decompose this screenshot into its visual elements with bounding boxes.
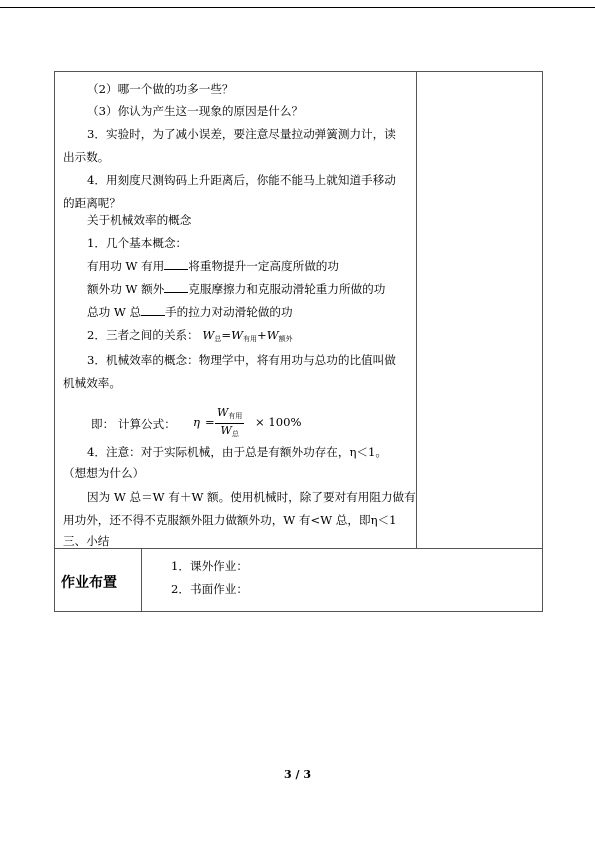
top-rule bbox=[0, 7, 595, 8]
homework-item: 2．书面作业： bbox=[171, 582, 248, 596]
definition-total-work bbox=[87, 305, 293, 319]
page-number: 3 / 3 bbox=[284, 768, 311, 781]
homework-label: 作业布置 bbox=[61, 575, 117, 591]
text-label: 2．三者之间的关系： bbox=[87, 328, 199, 342]
text-line: （3）你认为产生这一现象的原因是什么？ bbox=[87, 104, 304, 118]
table-column-divider bbox=[416, 72, 417, 548]
text-line: 即： 计算公式： bbox=[91, 417, 176, 431]
text-line: 出示数。 bbox=[63, 150, 110, 164]
definition: 克服摩擦力和克服动滑轮重力所做的功 bbox=[188, 282, 386, 296]
term: 额外功 W 额外 bbox=[87, 282, 165, 296]
text-line: 4．用刻度尺测钩码上升距离后，你能不能马上就知道手移动 bbox=[87, 173, 396, 187]
definition-useful-work bbox=[87, 259, 339, 273]
section-heading: 三、小结 bbox=[63, 534, 110, 548]
text-line: 4．注意：对于实际机械，由于总是有额外功存在，η＜1。 bbox=[87, 445, 387, 459]
definition-extra-work bbox=[87, 282, 385, 296]
fill-blank bbox=[141, 305, 165, 316]
term: 有用功 W 有用 bbox=[87, 259, 165, 273]
text-line: 机械效率。 bbox=[63, 376, 121, 390]
text-line: 3．机械效率的概念：物理学中，将有用功与总功的比值叫做 bbox=[87, 353, 396, 367]
text-line: 因为 W 总＝W 有＋W 额。使用机械时，除了要对有用阻力做有 bbox=[87, 490, 416, 504]
fraction: $W_{有用}$ $W_总$ bbox=[217, 406, 243, 438]
definition: 将重物提升一定高度所做的功 bbox=[188, 259, 339, 273]
definition: 手的拉力对动滑轮做的功 bbox=[165, 305, 293, 319]
relation-formula: $W_总=W_{有用}+W_{额外}$ bbox=[202, 328, 293, 343]
text-line: 的距离呢？ bbox=[63, 196, 121, 210]
text-line: 用功外，还不得不克服额外阻力做额外功，W 有<W 总，即η＜1 bbox=[63, 513, 397, 527]
table-row-divider bbox=[55, 548, 542, 549]
lesson-table: （2）哪一个做的功多一些？ （3）你认为产生这一现象的原因是什么？ 3．实验时，为了减小误差，要注意尽量拉动弹簧测力计，读 出示数。 4．用刻度尺测钩码上升距离后，你能不能马上就知道手移动 的距离呢？ 关于机械效率的概念 1．几个基本概念： 有用功 W 有用 将重物提升一定高度所做的功 额外功 W 额外 克服摩擦力和克服动滑轮重力所做的功 总功 W 总 手的拉力对动滑轮做的功 2．三者之间的关系： $W_总=W_{有用}+W_{额外}$ 3．机械效率的概念：物理学中，将有用功与总功的比值叫做 机械效率。 即： 计算公式： η = $W_{有用}$ $W_总$ × 100% 4．注意：对于实际机械，由于总是有额外功存在，η＜1。 （想想为什么） 因为 W 总＝W 有＋W 额。使用机械时，除了要对有用阻力做有 用功外，还不得不克服额外阻力做额外功，W 有<W 总，即η＜1 三、小结 作业布置 1．课外作业： 2．书面作业： bbox=[54, 71, 543, 612]
term: 总功 W 总 bbox=[87, 305, 142, 319]
fill-blank bbox=[164, 282, 188, 293]
homework-column-divider bbox=[141, 548, 142, 611]
text-line: 3．实验时，为了减小误差，要注意尽量拉动弹簧测力计，读 bbox=[87, 127, 396, 141]
section-heading: 关于机械效率的概念 bbox=[87, 213, 192, 227]
relation-line bbox=[87, 328, 293, 346]
text-line: （想想为什么） bbox=[63, 466, 145, 480]
homework-item: 1．课外作业： bbox=[171, 559, 248, 573]
text-line: （2）哪一个做的功多一些？ bbox=[87, 82, 234, 96]
fill-blank bbox=[164, 259, 188, 270]
text-line: 1．几个基本概念： bbox=[87, 236, 188, 250]
